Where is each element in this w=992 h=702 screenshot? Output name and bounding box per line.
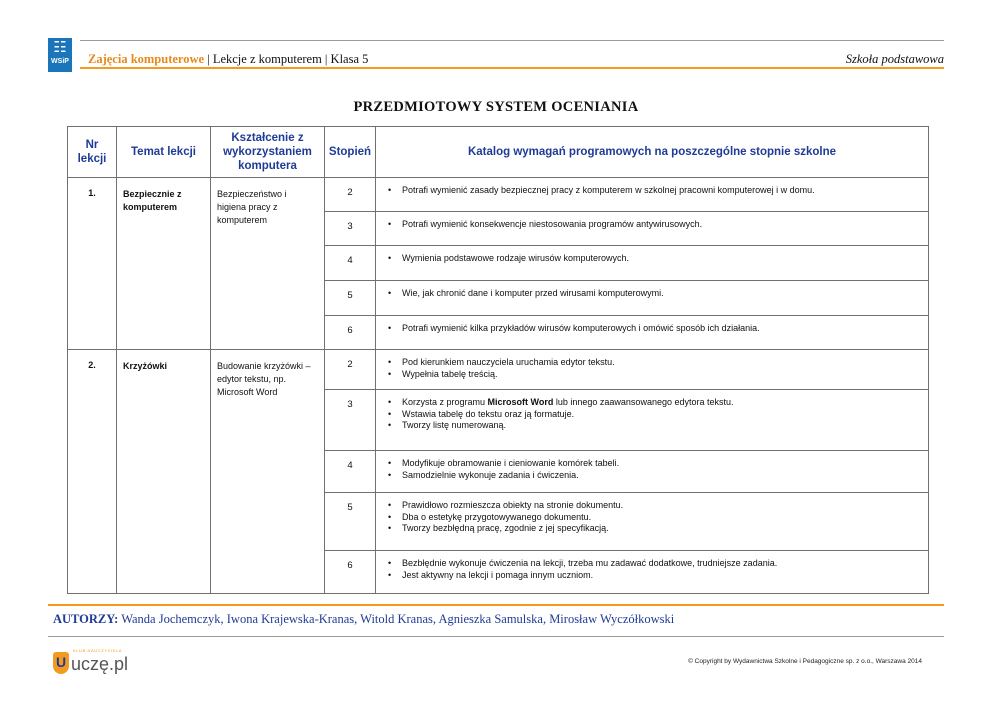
requirement-item: • Potrafi wymienić zasady bezpiecznej pracy z komputerem w szkolnej pracowni komputerowej i w domu.	[382, 185, 922, 197]
wsip-logo	[48, 38, 72, 72]
requirements-cell	[376, 493, 929, 551]
grade-cell: 2	[325, 178, 376, 212]
requirements-cell	[376, 551, 929, 594]
requirements-list	[382, 458, 922, 481]
requirements-list	[382, 288, 922, 300]
grade-cell: 2	[325, 350, 376, 390]
header-catalog: Katalog wymagań programowych na poszczególne stopnie szkolne	[376, 127, 929, 178]
requirements-list	[382, 357, 922, 380]
requirement-item: • Korzysta z programu Microsoft Word lub innego zaawansowanego edytora tekstu.	[382, 397, 922, 409]
requirements-list	[382, 253, 922, 265]
requirements-cell	[376, 246, 929, 281]
grade-cell: 4	[325, 246, 376, 281]
requirement-item: • Wymienia podstawowe rodzaje wirusów komputerowych.	[382, 253, 922, 265]
header-ksztalcenie: Kształcenie z wykorzystaniem komputera	[211, 127, 325, 178]
table-row	[68, 178, 929, 212]
footer-top-rule	[48, 604, 944, 606]
header-school: Szkoła podstawowa	[845, 52, 944, 66]
grade-cell: 5	[325, 493, 376, 551]
requirements-list	[382, 219, 922, 231]
header-bottom-rule	[80, 67, 944, 69]
requirement-item: • Wie, jak chronić dane i komputer przed wirusami komputerowymi.	[382, 288, 922, 300]
ucze-logo	[53, 648, 128, 674]
requirement-item: • Samodzielnie wykonuje zadania i ćwiczenia.	[382, 470, 922, 482]
grade-cell: 4	[325, 451, 376, 493]
page-title: PRZEDMIOTOWY SYSTEM OCENIANIA	[353, 99, 639, 115]
table-row	[68, 350, 929, 390]
requirements-cell	[376, 390, 929, 451]
requirements-list	[382, 558, 922, 581]
requirements-cell	[376, 178, 929, 212]
table-header-row	[68, 127, 929, 178]
requirements-list	[382, 500, 922, 535]
requirement-item: • Prawidłowo rozmieszcza obiekty na stronie dokumentu.	[382, 500, 922, 512]
header-top-rule	[80, 40, 944, 41]
authors-label: AUTORZY:	[53, 612, 119, 626]
footer-bottom-rule	[48, 636, 944, 637]
requirement-item: • Dba o estetykę przygotowywanego dokumentu.	[382, 512, 922, 524]
requirements-cell	[376, 451, 929, 493]
requirement-item: • Bezbłędnie wykonuje ćwiczenia na lekcji, trzeba mu zadawać dodatkowe, trudniejsze zadania.	[382, 558, 922, 570]
header-nr: Nr lekcji	[68, 127, 117, 178]
emphasis: Microsoft Word	[487, 397, 554, 407]
requirements-cell	[376, 316, 929, 350]
grade-cell: 3	[325, 212, 376, 246]
grade-cell: 3	[325, 390, 376, 451]
requirement-item: • Pod kierunkiem nauczyciela uruchamia edytor tekstu.	[382, 357, 922, 369]
lesson-ksztalcenie: Budowanie krzyżówki – edytor tekstu, np. Microsoft Word	[211, 350, 325, 594]
grade-cell: 6	[325, 551, 376, 594]
book-icon: ☷	[53, 39, 67, 56]
wsip-logo-text: WSiP	[51, 58, 69, 65]
ucze-badge-icon: U	[53, 652, 69, 674]
authors	[53, 612, 674, 627]
ucze-logo-text: uczę.pl	[71, 654, 129, 674]
authors-names: Wanda Jochemczyk, Iwona Krajewska-Kranas, Witold Kranas, Agnieszka Samulska, Mirosław Wyczółkowski	[121, 612, 675, 626]
requirements-cell	[376, 212, 929, 246]
requirements-cell	[376, 281, 929, 316]
header-course: | Lekcje z komputerem | Klasa 5	[204, 52, 369, 66]
lesson-number: 1.	[68, 178, 117, 350]
lesson-number: 2.	[68, 350, 117, 594]
lesson-topic: Krzyżówki	[117, 350, 211, 594]
lesson-topic: Bezpiecznie z komputerem	[117, 178, 211, 350]
requirement-item: • Potrafi wymienić kilka przykładów wirusów komputerowych i omówić sposób ich działania.	[382, 323, 922, 335]
lesson-ksztalcenie: Bezpieczeństwo i higiena pracy z komputerem	[211, 178, 325, 350]
requirement-item: • Tworzy listę numerowaną.	[382, 420, 922, 432]
grade-cell: 5	[325, 281, 376, 316]
requirement-item: • Jest aktywny na lekcji i pomaga innym uczniom.	[382, 570, 922, 582]
requirements-cell	[376, 350, 929, 390]
requirement-item: • Wypełnia tabelę treścią.	[382, 369, 922, 381]
requirement-item: • Wstawia tabelę do tekstu oraz ją formatuje.	[382, 409, 922, 421]
requirements-list	[382, 185, 922, 197]
requirements-list	[382, 397, 922, 432]
header-left	[88, 52, 368, 67]
grading-table	[67, 126, 929, 594]
requirement-item: • Tworzy bezbłędną pracę, zgodnie z jej specyfikacją.	[382, 523, 922, 535]
header-grade: Stopień	[325, 127, 376, 178]
header-topic: Temat lekcji	[117, 127, 211, 178]
grade-cell: 6	[325, 316, 376, 350]
ucze-logo-tagline: KLUB NAUCZYCIELA	[73, 648, 123, 653]
requirement-item: • Modyfikuje obramowanie i cieniowanie komórek tabeli.	[382, 458, 922, 470]
copyright: © Copyright by Wydawnictwa Szkolne i Pedagogiczne sp. z o.o., Warszawa 2014	[688, 658, 922, 665]
requirements-list	[382, 323, 922, 335]
requirement-item: • Potrafi wymienić konsekwencje niestosowania programów antywirusowych.	[382, 219, 922, 231]
header-subject: Zajęcia komputerowe	[88, 52, 205, 66]
